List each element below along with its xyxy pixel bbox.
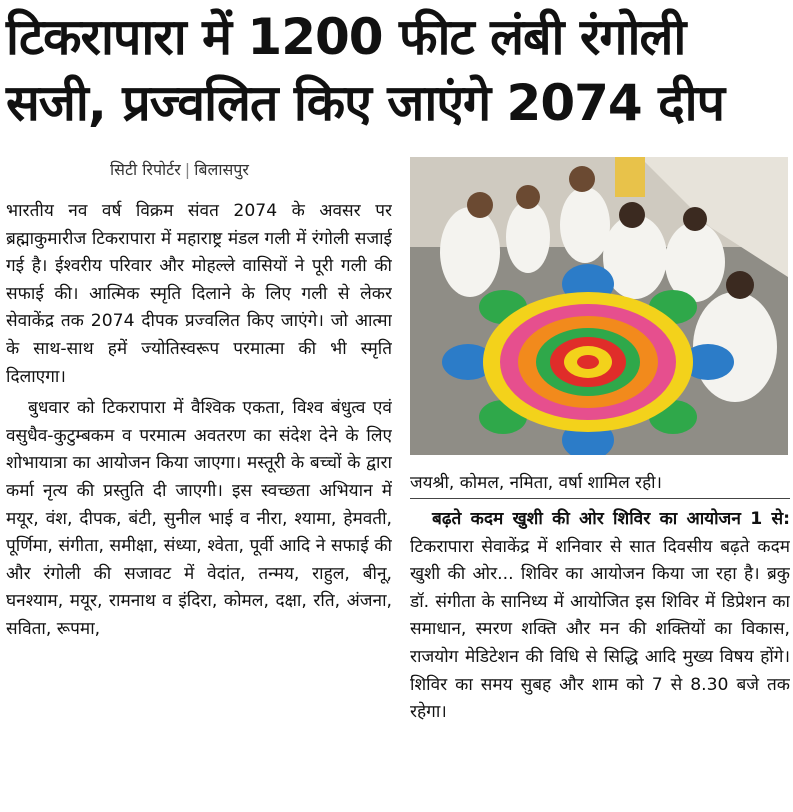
rangoli-photo <box>410 157 788 455</box>
right-column <box>410 506 790 806</box>
camp-subhead: बढ़ते कदम खुशी की ओर शिविर का आयोजन 1 से: <box>432 509 790 529</box>
right-column-continuation: जयश्री, कोमल, नमिता, वर्षा शामिल रही। <box>410 473 662 493</box>
paragraph-1: भारतीय नव वर्ष विक्रम संवत 2074 के अवसर पर ब्रह्माकुमारीज टिकरापारा में महाराष्ट्र मंडल गली में रंगोली सजाई गई है। ईश्वरीय परिवार और मोहल्ले वासियों ने पूरी गली की सफाई की। आत्मिक स्मृति दिलाने के लिए गली से लेकर सेवाकेंद्र तक 2074 दीपक प्रज्वलित किए जाएंगे। जो आत्मा के साथ-साथ हमें ज्योतिस्वरूप परमात्मा की भी स्मृति दिलाएगा। <box>6 201 392 387</box>
byline <box>110 158 249 180</box>
paragraph-2: बुधवार को टिकरापारा में वैश्विक एकता, विश्व बंधुत्व एवं वसुधैव-कुटुम्बकम व परमात्म अवतरण का संदेश देने के लिए शोभायात्रा का आयोजन किया जाएगा। मस्तूरी के बच्चों के द्वारा कर्मा नृत्य की प्रस्तुति दी जाएगी। इस स्वच्छता अभियान में मयूर, वंश, दीपक, बंटी, सुनील भाई व नीरा, श्यामा, हेमवती, पूर्णिमा, संगीता, समीक्षा, संध्या, श्वेता, पूर्वी आदि ने सफाई की और रंगोली की सजावट में वेदांत, तन्मय, राहुल, बीनू, घनश्याम, मयूर, रामनाथ व इंदिरा, कोमल, दक्षा, रति, अंजना, सविता, रूपमा, <box>6 398 392 639</box>
left-column <box>6 198 392 808</box>
camp-paragraph <box>410 506 790 727</box>
section-divider <box>410 498 790 499</box>
camp-body: टिकरापारा सेवाकेंद्र में शनिवार से सात दिवसीय बढ़ते कदम खुशी की ओर... शिविर का आयोजन किया जा रहा है। ब्रकु डॉ. संगीता के सानिध्य में आयोजित इस शिविर में डिप्रेशन का समाधान, स्मरण शक्ति और मन की शक्तियों का विकास, राजयोग मेडिटेशन की विधि से सिद्धि आदि मुख्य विषय होंगे। शिविर का समय सुबह और शाम को 7 से 8.30 बजे तक रहेगा। <box>410 536 790 723</box>
byline-city: बिलासपुर <box>194 160 249 179</box>
rangoli-photo-illustration <box>410 157 788 455</box>
headline: टिकरापारा में 1200 फीट लंबी रंगोली सजी, प्रज्वलित किए जाएंगे 2074 दीप <box>6 8 724 132</box>
byline-reporter: सिटी रिपोर्टर <box>110 160 181 179</box>
byline-separator: | <box>184 160 191 179</box>
